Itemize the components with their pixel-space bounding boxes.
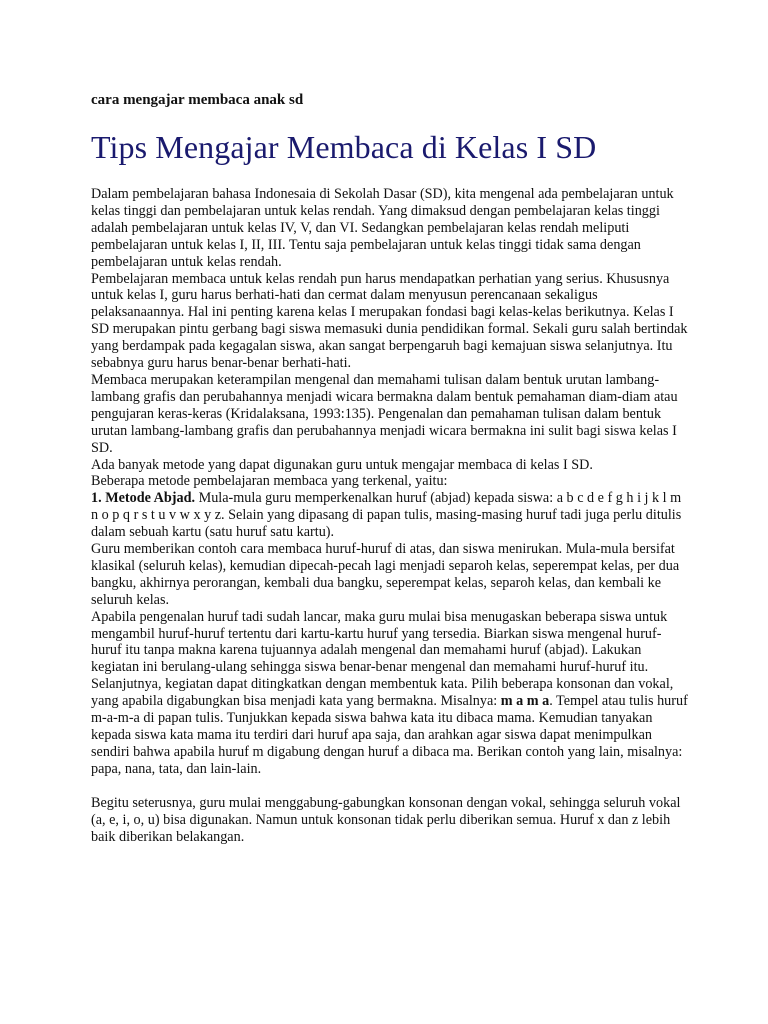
paragraph-10: Begitu seterusnya, guru mulai menggabung-gabungkan konsonan dengan vokal, sehingga seluruh vokal (a, e, i, o, u) bisa digunakan. Namun untuk konsonan tidak perlu diberikan semua. Huruf x dan z lebih baik diberikan belakangan. <box>91 794 681 845</box>
paragraph-9 <box>91 676 691 777</box>
paragraph-1: Dalam pembelajaran bahasa Indonesaia di Sekolah Dasar (SD), kita mengenal ada pembelajaran untuk kelas tinggi dan pembelajaran untuk kelas rendah. Yang dimaksud dengan pembelajaran kelas tinggi adalah pembelajaran untuk kelas IV, V, dan VI. Sedangkan pembelajaran kelas rendah meliputi pembelajaran untuk kelas I, II, III. Tentu saja pembelajaran untuk kelas tinggi tidak sama dengan pembelajaran untuk kelas rendah. <box>91 186 674 270</box>
document-label: cara mengajar membaca anak sd <box>91 92 304 108</box>
paragraph-5: Beberapa metode pembelajaran membaca yang terkenal, yaitu: <box>91 473 448 490</box>
paragraph-9-intro: Selanjutnya, kegiatan dapat ditingkatkan dengan membentuk kata. Pilih beberapa konsonan dan vokal, yang apabila digabungkan bisa menjadi kata yang bermakna. Misalnya: <box>91 676 674 710</box>
document-page <box>91 90 691 845</box>
paragraph-7: Guru memberikan contoh cara membaca huruf-huruf di atas, dan siswa menirukan. Mula-mula bersifat klasikal (seluruh kelas), kemudian dipecah-pecah lagi menjadi separoh kelas, seperempat kelas, per dua bangku, akhirnya perorangan, kembali dua bangku, seperempat kelas, separoh kelas, dan kembali ke seluruh kelas. <box>91 541 680 608</box>
page-title: Tips Mengajar Membaca di Kelas I SD <box>91 129 597 165</box>
article-body <box>91 186 691 845</box>
example-word: m a m a <box>500 693 550 710</box>
method-heading: 1. Metode Abjad. <box>91 490 196 507</box>
paragraph-6 <box>91 490 691 541</box>
paragraph-3: Membaca merupakan keterampilan mengenal dan memahami tulisan dalam bentuk urutan lambang-lambang grafis dan perubahannya menjadi wicara bermakna dalam bentuk pemahaman diam-diam atau pengujaran keras-keras (Kridalaksana, 1993:135). Pengenalan dan pemahaman tulisan dalam bentuk urutan lambang-lambang grafis dan perubahannya menjadi wicara bermakna ini sulit bagi siswa kelas I SD. <box>91 371 678 456</box>
method-description: Mula-mula guru memperkenalkan huruf (abjad) kepada siswa: a b c d e f g h i j k l m n o p q r s t u v w x y z. Selain yang dipasang di papan tulis, masing-masing huruf tadi juga perlu ditulis dalam sebuah kartu (satu huruf satu kartu). <box>91 490 682 541</box>
paragraph-2: Pembelajaran membaca untuk kelas rendah pun harus mendapatkan perhatian yang serius. Khususnya untuk kelas I, guru harus berhati-hati dan cermat dalam menyusun perencanaan sekaligus pelaksanaannya. Hal ini penting karena kelas I merupakan fondasi bagi kelas-kelas berikutnya. Kelas I SD merupakan pintu gerbang bagi siswa memasuki dunia pendidikan formal. Sekali guru salah bertindak yang berdampak pada kegagalan siswa, akan sangat berpengaruh bagi kemajuan siswa selanjutnya. Itu sebabnya guru harus benar-benar berhati-hati. <box>91 270 688 372</box>
paragraph-8: Apabila pengenalan huruf tadi sudah lancar, maka guru mulai bisa menugaskan beberapa siswa untuk mengambil huruf-huruf tertentu dari kartu-kartu huruf yang tersedia. Biarkan siswa mengenal huruf-huruf itu tanpa makna karena tujuannya adalah mengenal dan memahami huruf (abjad). Lakukan kegiatan ini berulang-ulang sehingga siswa benar-benar mengenal dan memahami huruf-huruf itu. <box>91 608 668 676</box>
paragraph-4: Ada banyak metode yang dapat digunakan guru untuk mengajar membaca di kelas I SD. <box>91 456 593 473</box>
paragraph-9-rest: . Tempel atau tulis huruf m-a-m-a di papan tulis. Tunjukkan kepada siswa bahwa kata itu dibaca mama. Kemudian tanyakan kepada siswa kata mama itu terdiri dari huruf apa saja, dan arahkan agar siswa dapat menimpulkan sendiri bahwa apabila huruf m digabung dengan huruf a dibaca ma. Berikan contoh yang lain, misalnya: papa, nana, tata, dan lain-lain. <box>91 693 688 777</box>
